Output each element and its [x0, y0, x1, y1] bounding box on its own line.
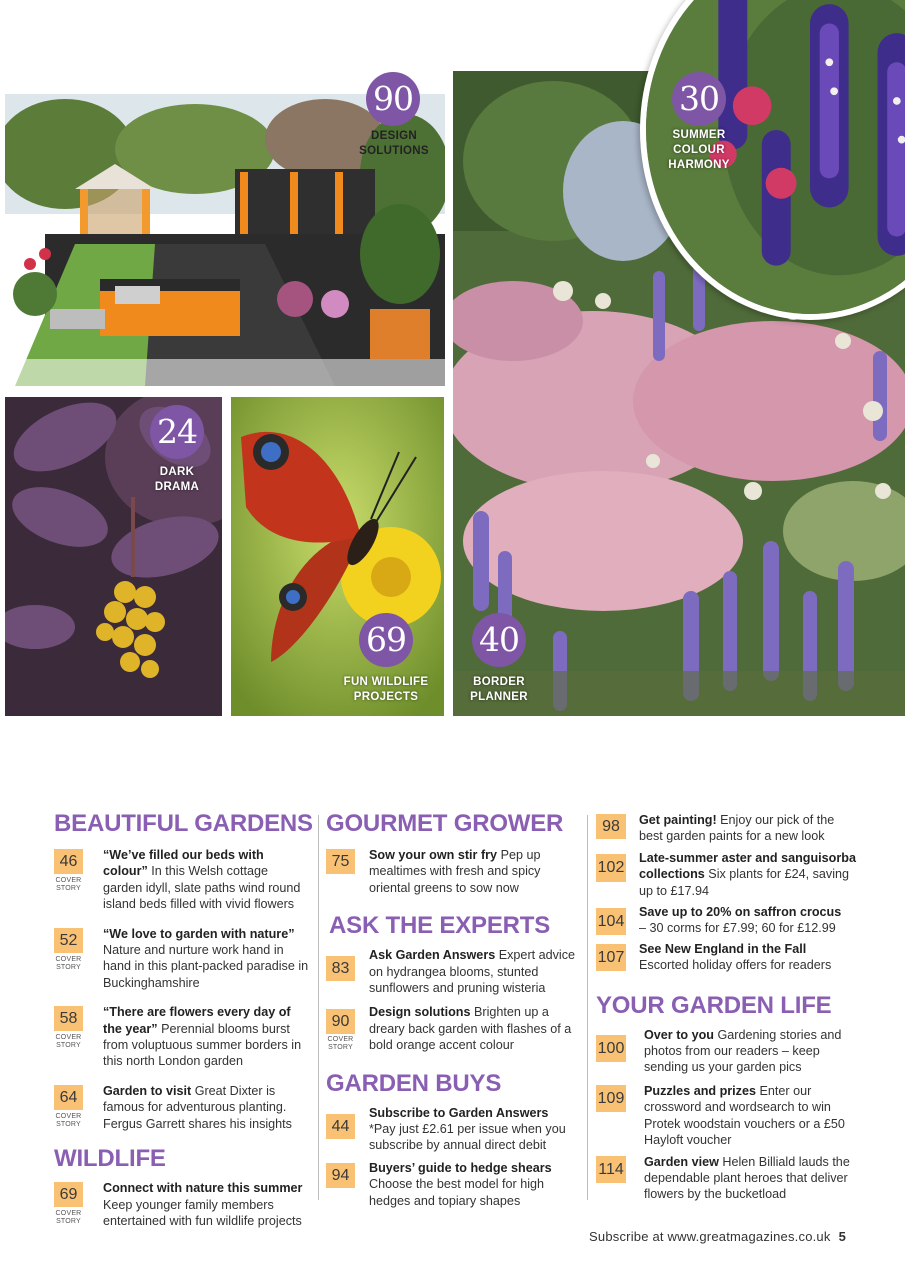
- entry-text: [639, 812, 856, 845]
- contents-entry[interactable]: [326, 847, 576, 896]
- wildlife-page-badge: 69: [359, 613, 413, 667]
- entry-page-number: 109: [596, 1085, 626, 1112]
- caption-line: DRAMA: [154, 481, 200, 493]
- entry-description: Six plants for £24, saving up to £17.94: [639, 867, 850, 898]
- wildlife-butterfly-photo: [231, 397, 444, 716]
- section-heading-your-garden-life: YOUR GARDEN LIFE: [596, 991, 832, 1019]
- contents-entry[interactable]: [326, 1160, 576, 1209]
- entry-text: [639, 850, 856, 899]
- entry-title: Over to you: [644, 1027, 714, 1042]
- entry-page-number: 104: [596, 908, 626, 935]
- entry-title: Design solutions: [369, 1005, 471, 1020]
- section-heading-garden-buys: GARDEN BUYS: [326, 1069, 502, 1097]
- entry-text: [369, 1004, 576, 1053]
- caption-line: FUN WILDLIFE: [343, 676, 429, 688]
- contents-column-2: [326, 810, 576, 1209]
- design-solutions-caption: [344, 129, 444, 159]
- entry-page-number: 90: [326, 1009, 355, 1034]
- border-planner-page-badge: 40: [472, 613, 526, 667]
- entry-description: Pep up mealtimes with fresh and spicy oriental greens to sow now: [369, 848, 541, 895]
- entry-page-number: 98: [596, 814, 626, 839]
- contents-entry[interactable]: [596, 941, 856, 974]
- entry-description: – 30 corms for £7.99; 60 for £12.99: [639, 921, 836, 936]
- entry-title: Buyers’ guide to hedge shears: [369, 1160, 552, 1175]
- section-heading-wildlife: WILDLIFE: [54, 1145, 166, 1173]
- entry-description: Brighten up a dreary back garden with flashes of a bold orange accent colour: [369, 1005, 572, 1053]
- entry-description: Choose the best model for high hedges and topiary shapes: [369, 1177, 545, 1208]
- entry-page-number: 83: [326, 956, 355, 981]
- entry-text: [103, 1083, 310, 1132]
- dark-drama-page-badge: 24: [150, 405, 204, 459]
- entry-title: Sow your own stir fry: [369, 848, 498, 862]
- summer-colour-caption: [649, 128, 749, 173]
- entry-page-number: 52: [54, 928, 83, 953]
- entry-text: [644, 1083, 856, 1149]
- design-solutions-page-badge: 90: [366, 72, 420, 126]
- contents-column-1: [54, 810, 313, 1229]
- contents-entry[interactable]: [596, 812, 856, 845]
- caption-line: SUMMER: [672, 129, 726, 141]
- entry-page-number: 94: [326, 1163, 355, 1188]
- caption-line: DESIGN: [371, 130, 417, 142]
- contents-entry[interactable]: [596, 1027, 856, 1076]
- contents-entry[interactable]: [54, 1180, 310, 1229]
- page-number: 5: [838, 1229, 846, 1244]
- entry-text: [639, 904, 856, 937]
- cover-story-tag: COVER STORY: [55, 1034, 82, 1050]
- entry-page-number: 114: [596, 1156, 626, 1183]
- contents-entry[interactable]: [326, 1004, 576, 1053]
- caption-line: SOLUTIONS: [359, 145, 429, 157]
- contents-entry[interactable]: [54, 847, 310, 913]
- entry-title: Get painting!: [639, 813, 717, 827]
- entry-page-number: 102: [596, 854, 626, 882]
- entry-title: Garden view: [644, 1154, 719, 1169]
- contents-entry[interactable]: [54, 1004, 310, 1070]
- entry-text: [369, 1160, 576, 1209]
- caption-line: PLANNER: [470, 691, 528, 703]
- contents-entry[interactable]: [54, 1083, 310, 1132]
- contents-entry[interactable]: [54, 926, 310, 992]
- entry-page-number: 75: [326, 849, 355, 874]
- entry-title: Subscribe to Garden Answers: [369, 1105, 549, 1120]
- entry-text: [103, 926, 310, 992]
- entry-page-number: 107: [596, 944, 626, 971]
- caption-line: PROJECTS: [353, 691, 419, 703]
- cover-story-tag: COVER STORY: [55, 955, 82, 971]
- entry-title: Save up to 20% on saffron crocus: [639, 905, 842, 920]
- subscribe-link[interactable]: Subscribe at www.greatmagazines.co.uk: [589, 1229, 831, 1244]
- entry-title: Connect with nature this summer: [103, 1181, 303, 1196]
- contents-entry[interactable]: [596, 904, 856, 937]
- entry-text: [644, 1154, 856, 1203]
- entry-text: [644, 1027, 856, 1076]
- entry-description: Escorted holiday offers for readers: [639, 958, 832, 973]
- entry-description: Expert advice on hydrangea blooms, stunted sunflowers and pruning wisteria: [369, 948, 576, 996]
- cover-story-tag: COVER STORY: [55, 877, 82, 892]
- entry-description: Perennial blooms burst from voluptuous summer borders in this north London garden: [103, 1021, 302, 1069]
- page-footer: [589, 1229, 846, 1244]
- contents-entry[interactable]: [596, 850, 856, 899]
- caption-line: BORDER: [473, 676, 525, 688]
- entry-title: Ask Garden Answers: [369, 948, 496, 963]
- entry-title: Garden to visit: [103, 1083, 192, 1098]
- contents-entry[interactable]: [596, 1083, 856, 1149]
- summer-colour-page-badge: 30: [672, 72, 726, 126]
- entry-text: [639, 941, 856, 974]
- entry-page-number: 44: [326, 1114, 355, 1139]
- caption-line: COLOUR: [673, 144, 725, 156]
- entry-title: Late-summer aster and sanguisorba collections: [639, 850, 856, 882]
- section-heading-gourmet-grower: GOURMET GROWER: [326, 810, 564, 837]
- column-divider: [318, 815, 319, 1200]
- entry-title: “We’ve filled our beds with colour”: [103, 848, 264, 879]
- entry-page-number: 64: [54, 1085, 83, 1110]
- entry-description: Enter our crossword and wordsearch to win Protek woodstain vouchers or a £50 Hayloft voucher: [644, 1083, 845, 1148]
- entry-description: In this Welsh cottage garden idyll, slate paths wind round island beds filled with vivid flowers: [103, 864, 301, 912]
- entry-description: Enjoy our pick of the best garden paints for a new look: [639, 813, 835, 844]
- entry-description: Helen Billiald lauds the dependable plant heroes that deliver flowers by the bucketload: [644, 1154, 850, 1202]
- contents-entry[interactable]: [596, 1154, 856, 1203]
- entry-text: [103, 1180, 310, 1229]
- cover-story-tag: COVER STORY: [55, 1112, 82, 1128]
- entry-title: “There are flowers every day of the year”: [103, 1005, 291, 1036]
- entry-description: Gardening stories and photos from our readers – keep sending us your garden pics: [644, 1027, 842, 1075]
- entry-text: [103, 1004, 310, 1070]
- entry-title: Puzzles and prizes: [644, 1083, 756, 1098]
- entry-page-number: 46: [54, 849, 83, 874]
- entry-text: [369, 1105, 576, 1154]
- caption-line: DARK: [159, 466, 195, 478]
- entry-page-number: 58: [54, 1006, 83, 1031]
- entry-title: “We love to garden with nature”: [103, 926, 295, 941]
- entry-description: *Pay just £2.61 per issue when you subscribe by annual direct debit: [369, 1122, 566, 1153]
- cover-story-tag: COVER STORY: [55, 1210, 82, 1226]
- entry-text: [103, 847, 310, 913]
- contents-column-3: [596, 810, 856, 1203]
- section-heading-beautiful-gardens: BEAUTIFUL GARDENS: [54, 810, 313, 837]
- cover-story-tag: COVER STORY: [327, 1036, 354, 1052]
- contents-entry[interactable]: [326, 1105, 576, 1154]
- entry-description: Nature and nurture work hand in hand in this plant-packed paradise in Buckinghamshire: [103, 943, 309, 990]
- entry-text: [369, 947, 576, 996]
- caption-line: HARMONY: [668, 159, 730, 171]
- section-heading-ask-the-experts: ASK THE EXPERTS: [329, 912, 551, 940]
- column-divider: [587, 815, 588, 1200]
- dark-drama-caption: [127, 465, 227, 495]
- entry-page-number: 69: [54, 1182, 83, 1207]
- border-planner-caption: [449, 675, 549, 705]
- contents-entry[interactable]: [326, 947, 576, 996]
- entry-description: Great Dixter is famous for adventurous planting. Fergus Garrett shares his insights: [103, 1083, 292, 1131]
- wildlife-caption: [323, 675, 449, 705]
- entry-description: Keep younger family members entertained with fun wildlife projects: [103, 1197, 302, 1228]
- entry-text: [369, 847, 576, 896]
- entry-page-number: 100: [596, 1035, 626, 1062]
- entry-title: See New England in the Fall: [639, 941, 807, 956]
